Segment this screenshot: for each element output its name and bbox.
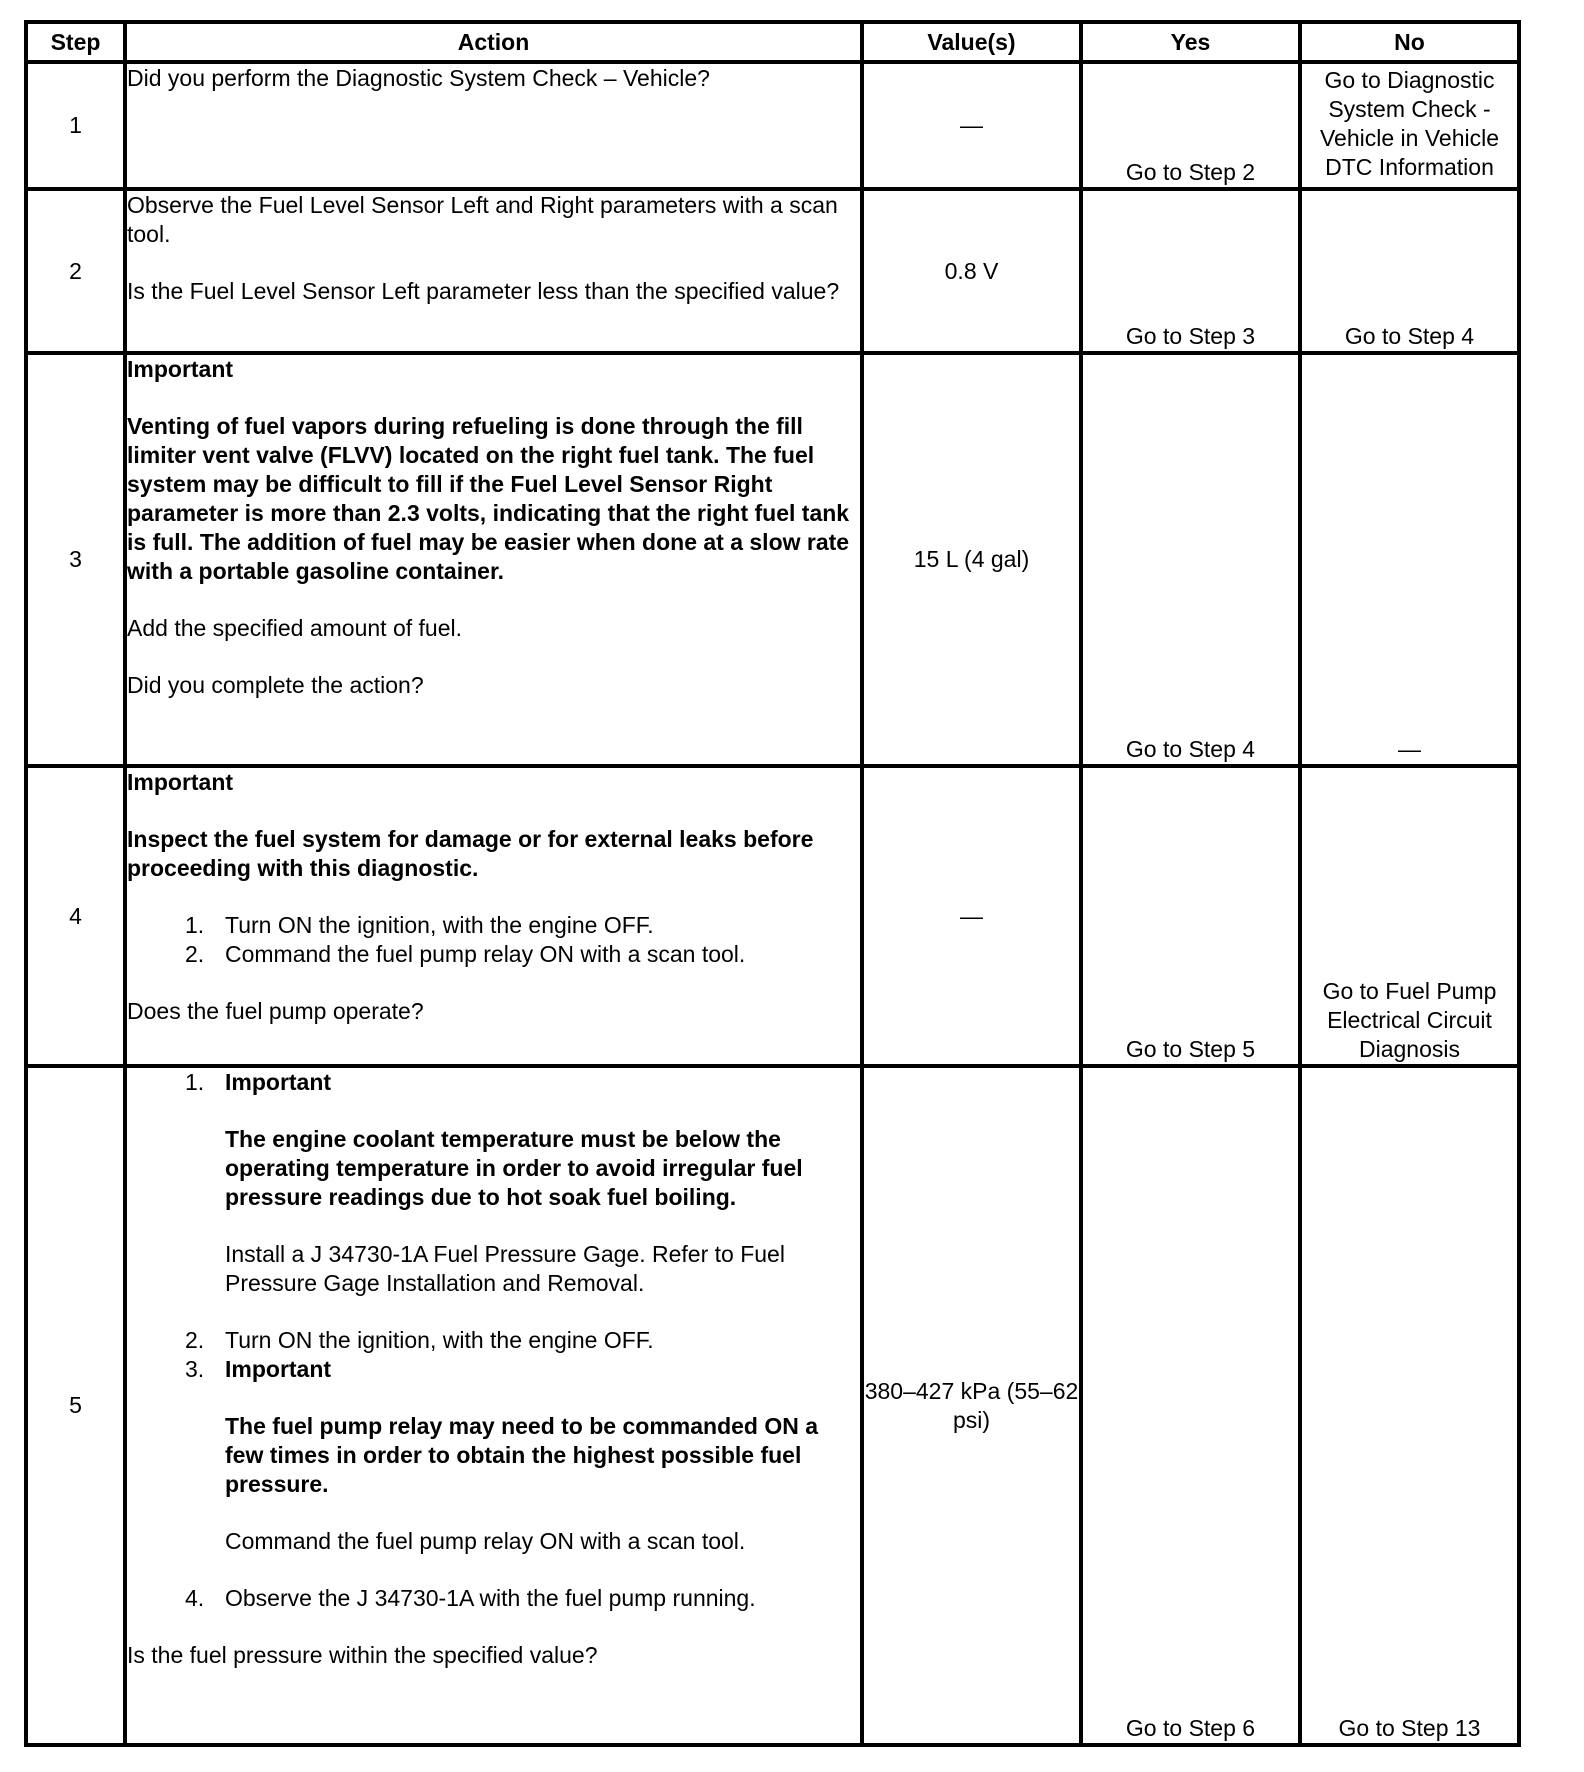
list-text: Command the fuel pump relay ON with a scan tool. [225,941,746,967]
list-item [127,911,860,940]
list-item [127,1326,860,1355]
action-question: Is the Fuel Level Sensor Left parameter less than the specified value? [127,278,840,304]
no-cell: Go to Step 4 [1300,189,1519,353]
action-cell [125,1066,862,1745]
list-text: Command the fuel pump relay ON with a scan tool. [225,1528,746,1554]
yes-cell: Go to Step 3 [1081,189,1300,353]
step-number: 5 [26,1066,125,1745]
list-item [127,1584,860,1613]
yes-cell: Go to Step 6 [1081,1066,1300,1745]
list-number: 4. [185,1585,205,1611]
important-note: The fuel pump relay may need to be commanded ON a few times in order to obtain the highest possible fuel pressure. [225,1413,819,1497]
important-heading: Important [225,1356,332,1382]
step-number: 1 [26,62,125,189]
table-row [26,1066,1519,1745]
list-text: Install a J 34730-1A Fuel Pressure Gage. Refer to Fuel Pressure Gage Installation and Removal. [225,1241,785,1296]
action-text: Add the specified amount of fuel. [127,615,462,641]
no-cell: — [1300,353,1519,766]
header-no: No [1300,22,1519,62]
yes-cell: Go to Step 4 [1081,353,1300,766]
list-item [127,1355,860,1384]
list-text: Turn ON the ignition, with the engine OFF. [225,912,654,938]
value-cell: 0.8 V [862,189,1081,353]
value-cell: 380–427 kPa (55–62 psi) [862,1066,1081,1745]
list-item [127,1068,860,1097]
header-yes: Yes [1081,22,1300,62]
action-text: Did you perform the Diagnostic System Check – Vehicle? [127,65,710,91]
important-heading: Important [127,356,234,382]
table-row [26,62,1519,189]
value-cell: 15 L (4 gal) [862,353,1081,766]
action-question: Did you complete the action? [127,672,424,698]
action-cell [125,62,862,189]
step-number: 2 [26,189,125,353]
table-row [26,353,1519,766]
no-cell [1300,62,1519,189]
value-cell: — [862,766,1081,1066]
header-action: Action [125,22,862,62]
list-text: Observe the J 34730-1A with the fuel pump running. [225,1585,756,1611]
table-row [26,766,1519,1066]
action-cell [125,353,862,766]
diagnostic-table [24,20,1521,1747]
important-note: The engine coolant temperature must be below the operating temperature in order to avoid irregular fuel pressure readings due to hot soak fuel boiling. [225,1126,803,1210]
header-step: Step [26,22,125,62]
step-number: 4 [26,766,125,1066]
list-number: 2. [185,941,205,967]
step-number: 3 [26,353,125,766]
no-cell: Go to Fuel Pump Electrical Circuit Diagnosis [1300,766,1519,1066]
no-text: Go to Diagnostic System Check - Vehicle in Vehicle DTC Information [1319,67,1499,180]
list-number: 3. [185,1356,205,1382]
action-cell [125,189,862,353]
list-number: 1. [185,912,205,938]
header-row [26,22,1519,62]
list-number: 1. [185,1069,205,1095]
important-heading: Important [225,1069,332,1095]
important-note: Venting of fuel vapors during refueling is done through the fill limiter vent valve (FLVV) located on the right fuel tank. The fuel system may be difficult to fill if the Fuel Level Sensor Right parameter is more than 2.3 volts, indicating that the right fuel tank is full. The addition of fuel may be easier when done at a slow rate with a portable gasoline container. [127,413,850,584]
list-item [127,940,860,969]
value-cell: — [862,62,1081,189]
important-note: Inspect the fuel system for damage or for external leaks before proceeding with this diagnostic. [127,826,814,881]
list-text: Turn ON the ignition, with the engine OFF. [225,1327,654,1353]
yes-cell: Go to Step 2 [1081,62,1300,189]
action-cell [125,766,862,1066]
no-cell: Go to Step 13 [1300,1066,1519,1745]
action-text: Observe the Fuel Level Sensor Left and Right parameters with a scan tool. [127,192,838,247]
header-values: Value(s) [862,22,1081,62]
yes-cell: Go to Step 5 [1081,766,1300,1066]
table-row [26,189,1519,353]
important-heading: Important [127,769,234,795]
list-number: 2. [185,1327,205,1353]
action-question: Does the fuel pump operate? [127,998,424,1024]
action-question: Is the fuel pressure within the specified value? [127,1642,598,1668]
